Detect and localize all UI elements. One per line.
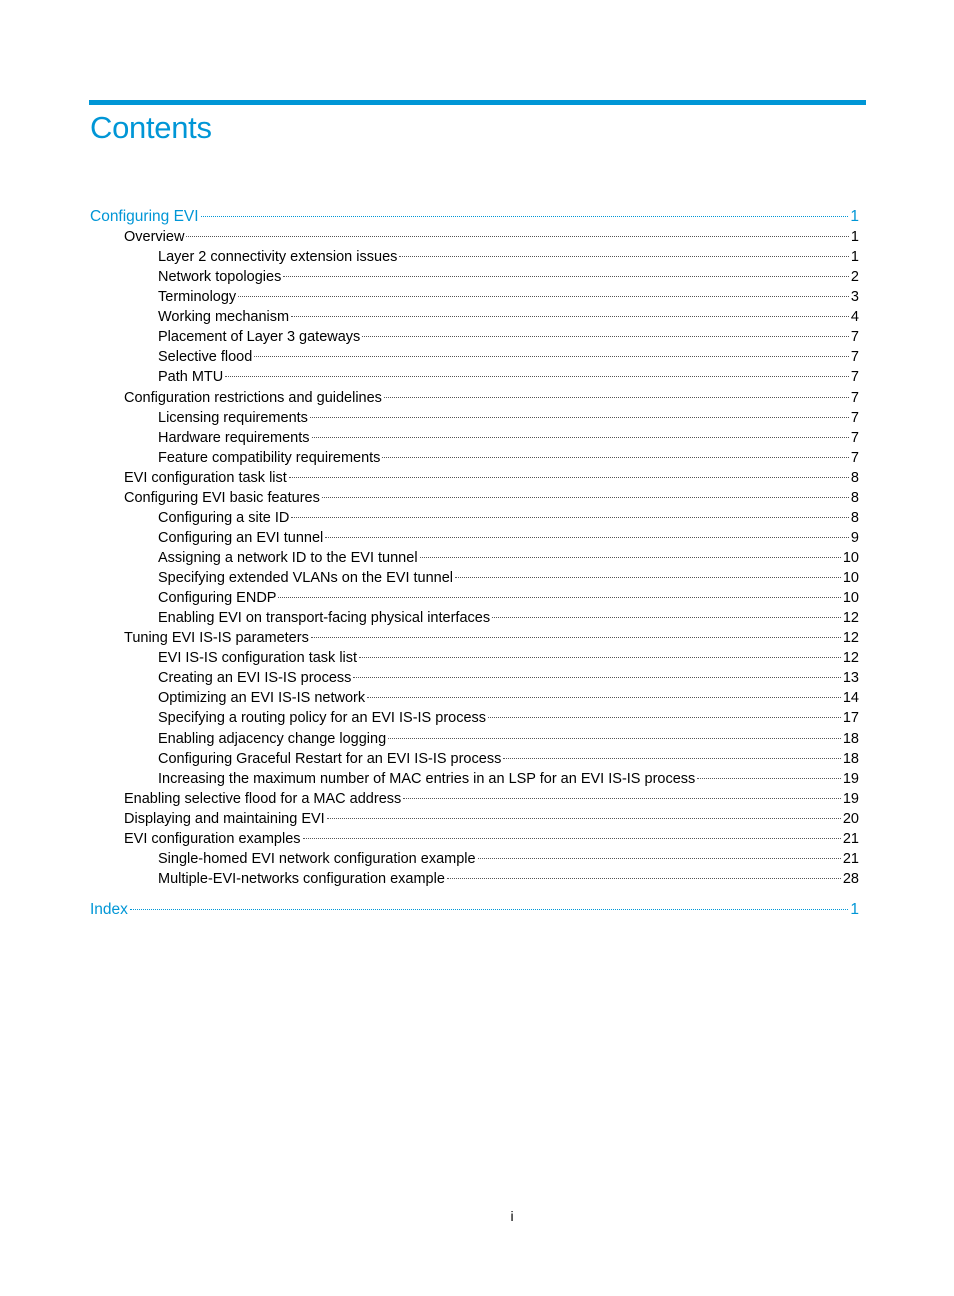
toc-entry[interactable] — [158, 448, 859, 468]
toc-entry[interactable] — [158, 648, 859, 668]
dot-leader — [278, 597, 840, 598]
toc-entry[interactable] — [158, 688, 859, 708]
toc-entry[interactable] — [124, 789, 859, 809]
toc-entry[interactable] — [124, 468, 859, 488]
toc-entry-label: Configuring an EVI tunnel — [158, 530, 324, 546]
dot-leader — [384, 397, 849, 398]
toc-entry-label: Specifying extended VLANs on the EVI tunnel — [158, 570, 454, 586]
dot-leader — [310, 417, 849, 418]
dot-leader — [289, 477, 849, 478]
toc-entry[interactable] — [158, 749, 859, 769]
toc-entry-page: 1 — [850, 229, 859, 245]
toc-entry[interactable] — [158, 367, 859, 387]
toc-entry-page: 10 — [842, 590, 859, 606]
toc-entry-page: 28 — [842, 871, 859, 887]
toc-entry-page: 3 — [850, 289, 859, 305]
toc-entry-label: EVI configuration task list — [124, 470, 287, 486]
dot-leader — [325, 537, 849, 538]
toc-entry-page: 20 — [842, 811, 859, 827]
toc-entry-page: 7 — [850, 430, 859, 446]
toc-entry-label: Feature compatibility requirements — [158, 450, 381, 466]
dot-leader — [367, 697, 841, 698]
toc-entry-label: Index — [90, 901, 128, 918]
toc-entry[interactable] — [158, 588, 859, 608]
toc-entry-page: 19 — [842, 771, 859, 787]
toc-entry[interactable] — [158, 347, 859, 367]
toc-entry[interactable] — [158, 408, 859, 428]
toc-entry-label: Configuring EVI basic features — [124, 490, 320, 506]
page-title: Contents — [90, 110, 212, 145]
dot-leader — [359, 657, 841, 658]
dot-leader — [503, 758, 841, 759]
toc-entry-page: 1 — [850, 208, 859, 225]
dot-leader — [311, 637, 841, 638]
toc-entry-page: 1 — [850, 901, 859, 918]
toc-entry-page: 9 — [850, 530, 859, 546]
toc-entry-label: Network topologies — [158, 269, 282, 285]
toc-entry-page: 14 — [842, 690, 859, 706]
toc-entry-page: 13 — [842, 670, 859, 686]
toc-entry[interactable] — [124, 227, 859, 247]
toc-entry[interactable] — [124, 829, 859, 849]
toc-entry[interactable] — [90, 207, 859, 227]
toc-entry[interactable] — [158, 869, 859, 889]
dot-leader — [283, 276, 849, 277]
dot-leader — [382, 457, 848, 458]
dot-leader — [327, 818, 841, 819]
toc-entry[interactable] — [158, 849, 859, 869]
toc-entry-label: Configuring EVI — [90, 208, 199, 225]
dot-leader — [186, 236, 848, 237]
toc-entry-page: 2 — [850, 269, 859, 285]
toc-entry-label: Placement of Layer 3 gateways — [158, 329, 361, 345]
toc-entry-page: 12 — [842, 650, 859, 666]
toc-entry-label: Configuring ENDP — [158, 590, 277, 606]
toc-entry-page: 19 — [842, 791, 859, 807]
toc-entry-label: Configuring a site ID — [158, 510, 290, 526]
toc-entry[interactable] — [124, 809, 859, 829]
toc-entry-label: Terminology — [158, 289, 237, 305]
toc-entry[interactable] — [158, 729, 859, 749]
toc-entry-label: Licensing requirements — [158, 410, 308, 426]
dot-leader — [238, 296, 849, 297]
toc-entry-page: 7 — [850, 410, 859, 426]
toc-entry-page: 10 — [842, 570, 859, 586]
toc-entry-label: Specifying a routing policy for an EVI IS-IS process — [158, 710, 487, 726]
toc-entry-page: 4 — [850, 309, 859, 325]
toc-entry-label: Optimizing an EVI IS-IS network — [158, 690, 366, 706]
toc-entry-page: 7 — [850, 349, 859, 365]
dot-leader — [488, 717, 841, 718]
dot-leader — [478, 858, 841, 859]
dot-leader — [403, 798, 841, 799]
dot-leader — [201, 216, 849, 217]
dot-leader — [455, 577, 841, 578]
dot-leader — [697, 778, 841, 779]
toc-entry-label: Displaying and maintaining EVI — [124, 811, 325, 827]
toc-entry[interactable] — [158, 508, 859, 528]
toc-entry-page: 10 — [842, 550, 859, 566]
toc-entry-label: Multiple-EVI-networks configuration example — [158, 871, 445, 887]
dot-leader — [353, 677, 840, 678]
dot-leader — [303, 838, 841, 839]
footer-page-number: i — [510, 1208, 514, 1224]
toc-entry[interactable] — [158, 287, 859, 307]
toc-entry-label: Single-homed EVI network configuration example — [158, 851, 476, 867]
dot-leader — [492, 617, 841, 618]
toc-entry-label: EVI configuration examples — [124, 831, 301, 847]
toc-entry-page: 7 — [850, 390, 859, 406]
toc-entry-page: 18 — [842, 751, 859, 767]
toc-entry-page: 12 — [842, 630, 859, 646]
dot-leader — [312, 437, 849, 438]
toc-entry-label: Creating an EVI IS-IS process — [158, 670, 352, 686]
toc-entry-label: Enabling selective flood for a MAC address — [124, 791, 402, 807]
dot-leader — [130, 909, 848, 910]
toc-entry[interactable] — [158, 267, 859, 287]
dot-leader — [420, 557, 841, 558]
toc-entry-page: 21 — [842, 851, 859, 867]
toc-entry-label: Tuning EVI IS-IS parameters — [124, 630, 309, 646]
dot-leader — [291, 316, 849, 317]
toc-entry-page: 21 — [842, 831, 859, 847]
toc-entry-label: Enabling adjacency change logging — [158, 731, 387, 747]
dot-leader — [399, 256, 849, 257]
toc-entry-page: 18 — [842, 731, 859, 747]
toc-entry[interactable] — [124, 388, 859, 408]
dot-leader — [291, 517, 849, 518]
toc-entry-page: 17 — [842, 710, 859, 726]
dot-leader — [388, 738, 841, 739]
toc-entry-page: 7 — [850, 329, 859, 345]
toc-entry[interactable] — [158, 548, 859, 568]
toc-entry-label: Hardware requirements — [158, 430, 310, 446]
toc-entry-page: 8 — [850, 470, 859, 486]
dot-leader — [447, 878, 841, 879]
toc-entry-page: 7 — [850, 369, 859, 385]
top-rule — [89, 100, 866, 105]
toc-entry-page: 1 — [850, 249, 859, 265]
toc-entry-label: Increasing the maximum number of MAC entries in an LSP for an EVI IS-IS process — [158, 771, 696, 787]
toc-entry-label: Enabling EVI on transport-facing physical interfaces — [158, 610, 491, 626]
toc-entry-label: Assigning a network ID to the EVI tunnel — [158, 550, 418, 566]
toc-entry[interactable] — [158, 307, 859, 327]
toc-entry[interactable] — [158, 769, 859, 789]
dot-leader — [362, 336, 849, 337]
dot-leader — [225, 376, 849, 377]
toc-entry-label: Layer 2 connectivity extension issues — [158, 249, 398, 265]
toc-entry-label: Configuring Graceful Restart for an EVI IS-IS process — [158, 751, 502, 767]
toc-entry-page: 12 — [842, 610, 859, 626]
dot-leader — [322, 497, 849, 498]
toc-entry[interactable] — [124, 488, 859, 508]
toc-entry-label: Configuration restrictions and guidelines — [124, 390, 382, 406]
toc-entry[interactable] — [90, 900, 859, 920]
toc-entry[interactable] — [158, 568, 859, 588]
toc-entry-label: Overview — [124, 229, 185, 245]
toc-entry[interactable] — [158, 428, 859, 448]
toc-entry[interactable] — [158, 528, 859, 548]
toc-entry-page: 8 — [850, 490, 859, 506]
toc-entry-label: Selective flood — [158, 349, 253, 365]
toc-entry-page: 8 — [850, 510, 859, 526]
toc-entry-label: EVI IS-IS configuration task list — [158, 650, 358, 666]
toc-entry[interactable] — [158, 608, 859, 628]
dot-leader — [254, 356, 849, 357]
toc-entry[interactable] — [124, 628, 859, 648]
toc-entry[interactable] — [158, 327, 859, 347]
toc-entry-label: Working mechanism — [158, 309, 290, 325]
toc-entry[interactable] — [158, 247, 859, 267]
toc-entry[interactable] — [158, 668, 859, 688]
toc-entry-label: Path MTU — [158, 369, 224, 385]
toc-entry-page: 7 — [850, 450, 859, 466]
toc-entry[interactable] — [158, 708, 859, 728]
